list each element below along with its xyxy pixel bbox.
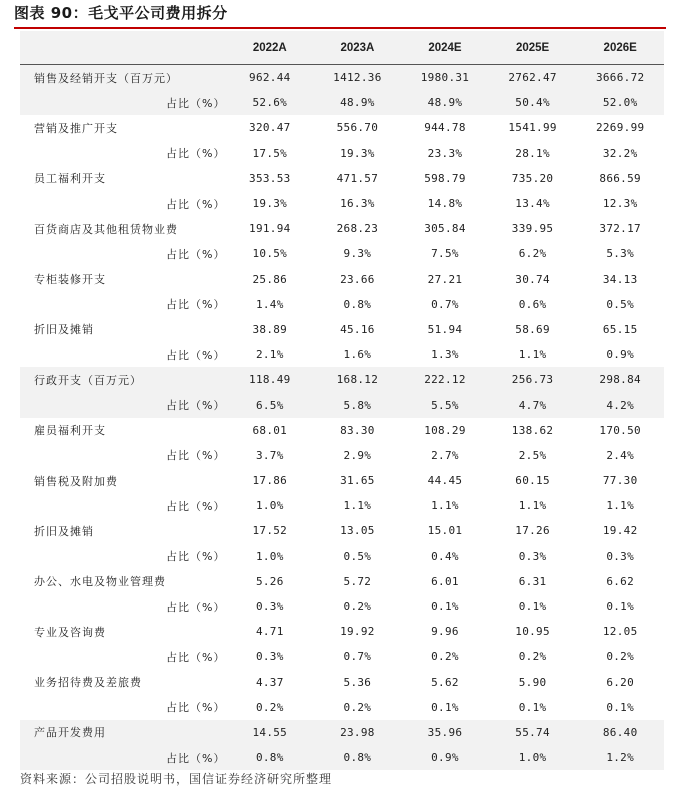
table-row — [20, 342, 664, 367]
value-cell: 3666.72 — [576, 65, 664, 91]
value-cell: 86.40 — [576, 720, 664, 745]
value-cell: 0.1% — [518, 600, 547, 614]
value-cell: 5.26 — [255, 574, 284, 588]
row-label: 占比（%） — [20, 392, 226, 417]
table-row — [20, 468, 664, 493]
table-row — [20, 644, 664, 669]
value-cell: 17.52 — [252, 524, 288, 538]
table-header-row — [20, 31, 664, 65]
value-cell: 1.1% — [518, 499, 547, 513]
row-label: 销售及经销开支（百万元） — [20, 65, 226, 91]
row-label: 专柜装修开支 — [34, 273, 106, 287]
value-cell: 6.01 — [431, 574, 459, 588]
value-cell: 38.89 — [252, 322, 288, 336]
value-cell: 320.47 — [249, 121, 291, 135]
table-row — [20, 166, 664, 191]
table-row — [20, 241, 664, 266]
value-cell: 0.1% — [431, 600, 459, 614]
value-cell: 27.21 — [427, 272, 463, 286]
value-cell: 0.8% — [314, 745, 402, 770]
value-cell: 25.86 — [252, 272, 288, 286]
value-cell: 68.01 — [252, 423, 288, 437]
row-label: 办公、水电及物业管理费 — [34, 575, 166, 589]
value-cell: 17.5% — [252, 146, 288, 160]
row-label: 产品开发费用 — [20, 720, 226, 745]
row-label: 占比（%） — [166, 348, 226, 362]
value-cell: 0.1% — [518, 700, 547, 714]
table-row — [20, 115, 664, 140]
value-cell: 1541.99 — [508, 121, 557, 135]
value-cell: 45.16 — [340, 322, 375, 336]
value-cell: 4.2% — [576, 392, 664, 417]
value-cell: 15.01 — [427, 524, 463, 538]
value-cell: 9.96 — [431, 625, 459, 639]
value-cell: 0.5% — [343, 549, 372, 563]
table-row — [20, 267, 664, 292]
header-cell-2023A: 2023A — [314, 31, 402, 65]
value-cell: 12.05 — [602, 625, 638, 639]
value-cell: 0.8% — [226, 745, 314, 770]
value-cell: 2.5% — [518, 448, 547, 462]
value-cell: 23.66 — [340, 272, 375, 286]
row-label: 占比（%） — [166, 147, 226, 161]
value-cell: 0.1% — [431, 700, 459, 714]
value-cell: 7.5% — [431, 247, 459, 261]
value-cell: 1.1% — [606, 499, 635, 513]
value-cell: 6.31 — [518, 574, 547, 588]
table-row — [20, 569, 664, 594]
value-cell: 0.2% — [431, 650, 459, 664]
row-label: 百货商店及其他租赁物业费 — [34, 222, 178, 236]
value-cell: 1.1% — [518, 348, 547, 362]
value-cell: 50.4% — [489, 90, 577, 115]
value-cell: 19.3% — [252, 197, 288, 211]
value-cell: 4.71 — [255, 625, 284, 639]
header-cell-2022A: 2022A — [226, 31, 314, 65]
value-cell: 1.0% — [489, 745, 577, 770]
value-cell: 17.86 — [252, 474, 288, 488]
value-cell: 1412.36 — [314, 65, 402, 91]
value-cell: 6.5% — [226, 392, 314, 417]
value-cell: 1.2% — [576, 745, 664, 770]
row-label: 折旧及摊销 — [34, 323, 94, 337]
row-label: 占比（%） — [20, 90, 226, 115]
value-cell: 108.29 — [424, 423, 466, 437]
value-cell: 0.9% — [606, 348, 635, 362]
value-cell: 44.45 — [427, 474, 463, 488]
value-cell: 4.7% — [489, 392, 577, 417]
value-cell: 2.9% — [343, 448, 372, 462]
header-cell-label — [20, 31, 226, 65]
value-cell: 1.0% — [255, 499, 284, 513]
table-row — [20, 216, 664, 241]
table-row — [20, 544, 664, 569]
table-row — [20, 65, 664, 91]
value-cell: 5.3% — [606, 247, 635, 261]
value-cell: 2269.99 — [595, 121, 645, 135]
value-cell: 1.1% — [343, 499, 372, 513]
row-label: 销售税及附加费 — [34, 474, 118, 488]
value-cell: 962.44 — [226, 65, 314, 91]
table-row — [20, 141, 664, 166]
row-label: 雇员福利开支 — [34, 424, 106, 438]
table-row — [20, 695, 664, 720]
expense-breakdown-table — [20, 31, 664, 770]
value-cell: 138.62 — [511, 423, 554, 437]
value-cell: 0.2% — [518, 650, 547, 664]
value-cell: 52.6% — [226, 90, 314, 115]
value-cell: 2.4% — [606, 448, 635, 462]
value-cell: 13.4% — [515, 197, 550, 211]
value-cell: 10.95 — [515, 625, 550, 639]
row-label: 占比（%） — [166, 247, 226, 261]
value-cell: 5.8% — [314, 392, 402, 417]
table-row — [20, 392, 664, 417]
value-cell: 12.3% — [602, 197, 638, 211]
row-label: 占比（%） — [166, 449, 226, 463]
row-label: 营销及推广开支 — [34, 121, 118, 135]
value-cell: 168.12 — [314, 367, 402, 392]
table-row — [20, 317, 664, 342]
table-row — [20, 418, 664, 443]
value-cell: 23.3% — [427, 146, 463, 160]
value-cell: 305.84 — [424, 222, 466, 236]
value-cell: 353.53 — [249, 171, 291, 185]
value-cell: 19.92 — [340, 625, 375, 639]
value-cell: 191.94 — [249, 222, 291, 236]
value-cell: 58.69 — [515, 322, 550, 336]
value-cell: 23.98 — [314, 720, 402, 745]
value-cell: 16.3% — [340, 197, 375, 211]
value-cell: 60.15 — [515, 474, 550, 488]
value-cell: 0.2% — [343, 700, 372, 714]
value-cell: 0.3% — [518, 549, 547, 563]
header-cell-2024E: 2024E — [401, 31, 489, 65]
value-cell: 0.5% — [606, 297, 635, 311]
value-cell: 339.95 — [511, 222, 554, 236]
row-label: 占比（%） — [166, 650, 226, 664]
value-cell: 4.37 — [255, 675, 284, 689]
value-cell: 2.7% — [431, 448, 459, 462]
value-cell: 944.78 — [424, 121, 466, 135]
header-cell-2026E: 2026E — [576, 31, 664, 65]
row-label: 行政开支（百万元） — [20, 367, 226, 392]
value-cell: 256.73 — [489, 367, 577, 392]
value-cell: 77.30 — [602, 474, 638, 488]
value-cell: 10.5% — [252, 247, 288, 261]
value-cell: 6.2% — [518, 247, 547, 261]
value-cell: 19.3% — [340, 146, 375, 160]
value-cell: 1.4% — [255, 297, 284, 311]
value-cell: 0.1% — [606, 600, 635, 614]
value-cell: 735.20 — [511, 171, 554, 185]
value-cell: 5.90 — [518, 675, 547, 689]
value-cell: 170.50 — [599, 423, 641, 437]
table-row — [20, 594, 664, 619]
value-cell: 471.57 — [336, 171, 379, 185]
value-cell: 268.23 — [336, 222, 379, 236]
value-cell: 31.65 — [340, 474, 375, 488]
value-cell: 2762.47 — [489, 65, 577, 91]
value-cell: 17.26 — [515, 524, 550, 538]
value-cell: 5.36 — [343, 675, 372, 689]
value-cell: 6.62 — [606, 574, 635, 588]
value-cell: 2.1% — [255, 348, 284, 362]
value-cell: 32.2% — [602, 146, 638, 160]
table-row — [20, 670, 664, 695]
header-cell-2025E: 2025E — [489, 31, 577, 65]
value-cell: 34.13 — [602, 272, 638, 286]
value-cell: 14.55 — [226, 720, 314, 745]
row-label: 折旧及摊销 — [34, 524, 94, 538]
value-cell: 0.1% — [606, 700, 635, 714]
row-label: 占比（%） — [166, 197, 226, 211]
row-label: 占比（%） — [166, 701, 226, 715]
row-label: 占比（%） — [20, 745, 226, 770]
value-cell: 222.12 — [401, 367, 489, 392]
value-cell: 0.3% — [255, 650, 284, 664]
value-cell: 28.1% — [515, 146, 550, 160]
table-row — [20, 518, 664, 543]
value-cell: 0.4% — [431, 549, 459, 563]
value-cell: 0.2% — [343, 600, 372, 614]
row-label: 员工福利开支 — [34, 172, 106, 186]
row-label: 占比（%） — [166, 298, 226, 312]
title-divider — [14, 27, 666, 29]
value-cell: 0.7% — [431, 297, 459, 311]
table-row — [20, 367, 664, 392]
source-note: 资料来源：公司招股说明书，国信证券经济研究所整理 — [20, 772, 333, 786]
value-cell: 83.30 — [340, 423, 375, 437]
value-cell: 372.17 — [599, 222, 641, 236]
value-cell: 52.0% — [576, 90, 664, 115]
value-cell: 19.42 — [602, 524, 638, 538]
value-cell: 55.74 — [489, 720, 577, 745]
row-label: 占比（%） — [166, 499, 226, 513]
value-cell: 0.3% — [255, 600, 284, 614]
value-cell: 0.3% — [606, 549, 635, 563]
value-cell: 9.3% — [343, 247, 372, 261]
value-cell: 13.05 — [340, 524, 375, 538]
value-cell: 1.3% — [431, 348, 459, 362]
table-row — [20, 493, 664, 518]
value-cell: 30.74 — [515, 272, 550, 286]
value-cell: 0.2% — [606, 650, 635, 664]
value-cell: 0.8% — [343, 297, 372, 311]
value-cell: 51.94 — [427, 322, 463, 336]
value-cell: 0.2% — [255, 700, 284, 714]
table-row — [20, 90, 664, 115]
value-cell: 3.7% — [255, 448, 284, 462]
value-cell: 298.84 — [576, 367, 664, 392]
value-cell: 48.9% — [314, 90, 402, 115]
row-label: 业务招待费及差旅费 — [34, 676, 142, 690]
value-cell: 65.15 — [602, 322, 638, 336]
value-cell: 118.49 — [226, 367, 314, 392]
table-row — [20, 619, 664, 644]
value-cell: 5.5% — [401, 392, 489, 417]
table-row — [20, 443, 664, 468]
table-row — [20, 720, 664, 745]
value-cell: 1.0% — [255, 549, 284, 563]
value-cell: 866.59 — [599, 171, 641, 185]
value-cell: 598.79 — [424, 171, 466, 185]
row-label: 专业及咨询费 — [34, 625, 106, 639]
value-cell: 5.72 — [343, 574, 372, 588]
value-cell: 5.62 — [431, 675, 459, 689]
table-row — [20, 292, 664, 317]
value-cell: 1.6% — [343, 348, 372, 362]
table-row — [20, 745, 664, 770]
value-cell: 0.7% — [343, 650, 372, 664]
row-label: 占比（%） — [166, 600, 226, 614]
value-cell: 1980.31 — [401, 65, 489, 91]
table-row — [20, 191, 664, 216]
value-cell: 1.1% — [431, 499, 459, 513]
value-cell: 0.6% — [518, 297, 547, 311]
row-label: 占比（%） — [166, 550, 226, 564]
value-cell: 6.20 — [606, 675, 635, 689]
value-cell: 14.8% — [427, 197, 463, 211]
value-cell: 556.70 — [336, 121, 379, 135]
figure-title: 图表 90：毛戈平公司费用拆分 — [14, 4, 228, 22]
value-cell: 0.9% — [401, 745, 489, 770]
value-cell: 35.96 — [401, 720, 489, 745]
value-cell: 48.9% — [401, 90, 489, 115]
